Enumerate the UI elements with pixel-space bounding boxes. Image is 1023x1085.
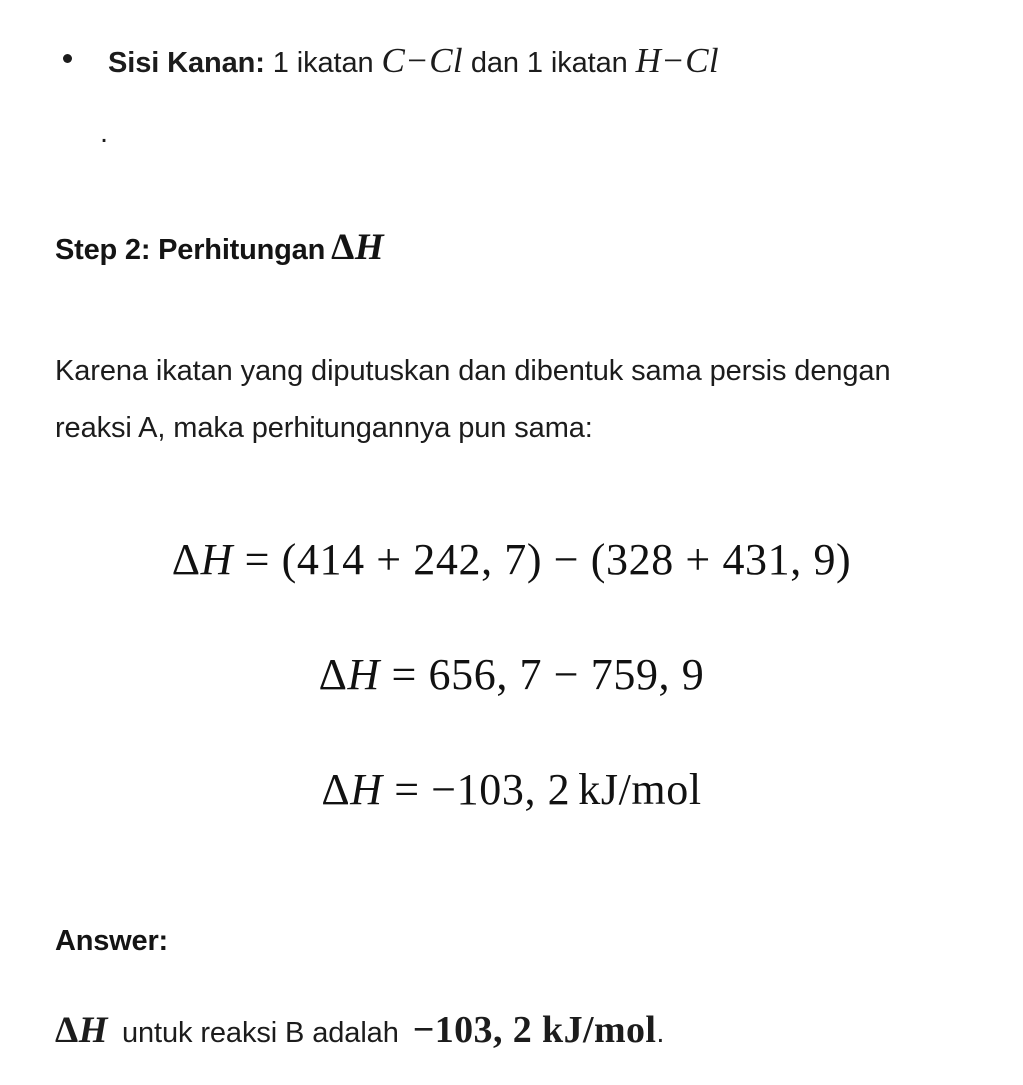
page-title <box>55 226 384 269</box>
answer-text-before: untuk reaksi B adalah <box>113 1017 407 1049</box>
equation-rhs: (414 + 242, 7) − (328 + 431, 9) <box>281 535 852 584</box>
answer-symbol <box>55 1010 108 1051</box>
list-item-text-1: 1 ikatan <box>264 47 382 79</box>
delta-symbol: Δ <box>318 650 348 699</box>
equation-row <box>0 764 1023 815</box>
equals-sign: = <box>244 535 271 584</box>
answer-text-after: . <box>656 1017 665 1049</box>
formula-1-operator: − <box>407 41 428 80</box>
inline-formula-h-cl <box>636 41 719 80</box>
equation-block <box>0 534 1023 815</box>
list-item-label: Sisi Kanan: <box>108 47 265 79</box>
enthalpy-variable: H <box>347 650 380 699</box>
formula-2-left: H <box>635 41 662 80</box>
equation-row <box>0 649 1023 700</box>
bullet-list <box>0 36 1023 87</box>
bullet-point-icon <box>63 54 72 63</box>
enthalpy-variable: H <box>354 227 385 268</box>
equation-rhs: 656, 7 − 759, 9 <box>428 650 705 699</box>
answer-heading: Answer: <box>55 925 169 957</box>
enthalpy-variable: H <box>78 1010 108 1051</box>
delta-symbol: Δ <box>331 227 355 268</box>
enthalpy-variable: H <box>350 765 383 814</box>
delta-symbol: Δ <box>55 1010 79 1051</box>
list-item <box>0 36 1023 87</box>
formula-2-operator: − <box>663 41 684 80</box>
inline-formula-c-cl <box>382 41 463 80</box>
delta-symbol: Δ <box>171 535 201 584</box>
trailing-period: . <box>100 117 109 149</box>
formula-2-right: Cl <box>685 41 719 80</box>
equation-rhs: −103, 2 <box>431 765 571 814</box>
formula-1-right: Cl <box>429 41 463 80</box>
enthalpy-variable: H <box>200 535 233 584</box>
list-item-text-2: dan 1 ikatan <box>462 47 636 79</box>
equals-sign: = <box>391 650 417 699</box>
formula-1-left: C <box>381 41 406 80</box>
delta-symbol: Δ <box>321 765 351 814</box>
section-heading-text: Step 2: Perhitungan <box>55 234 326 266</box>
equals-sign: = <box>394 765 420 814</box>
equation-row <box>0 534 1023 585</box>
answer-value: −103, 2 kJ/mol <box>412 1009 657 1051</box>
equation-unit: kJ/mol <box>578 765 702 814</box>
body-paragraph: Karena ikatan yang diputuskan dan dibentuk sama persis dengan reaksi A, maka perhitungannya pun sama: <box>55 355 891 444</box>
answer-statement <box>55 1008 664 1052</box>
section-heading-symbol <box>331 227 384 268</box>
